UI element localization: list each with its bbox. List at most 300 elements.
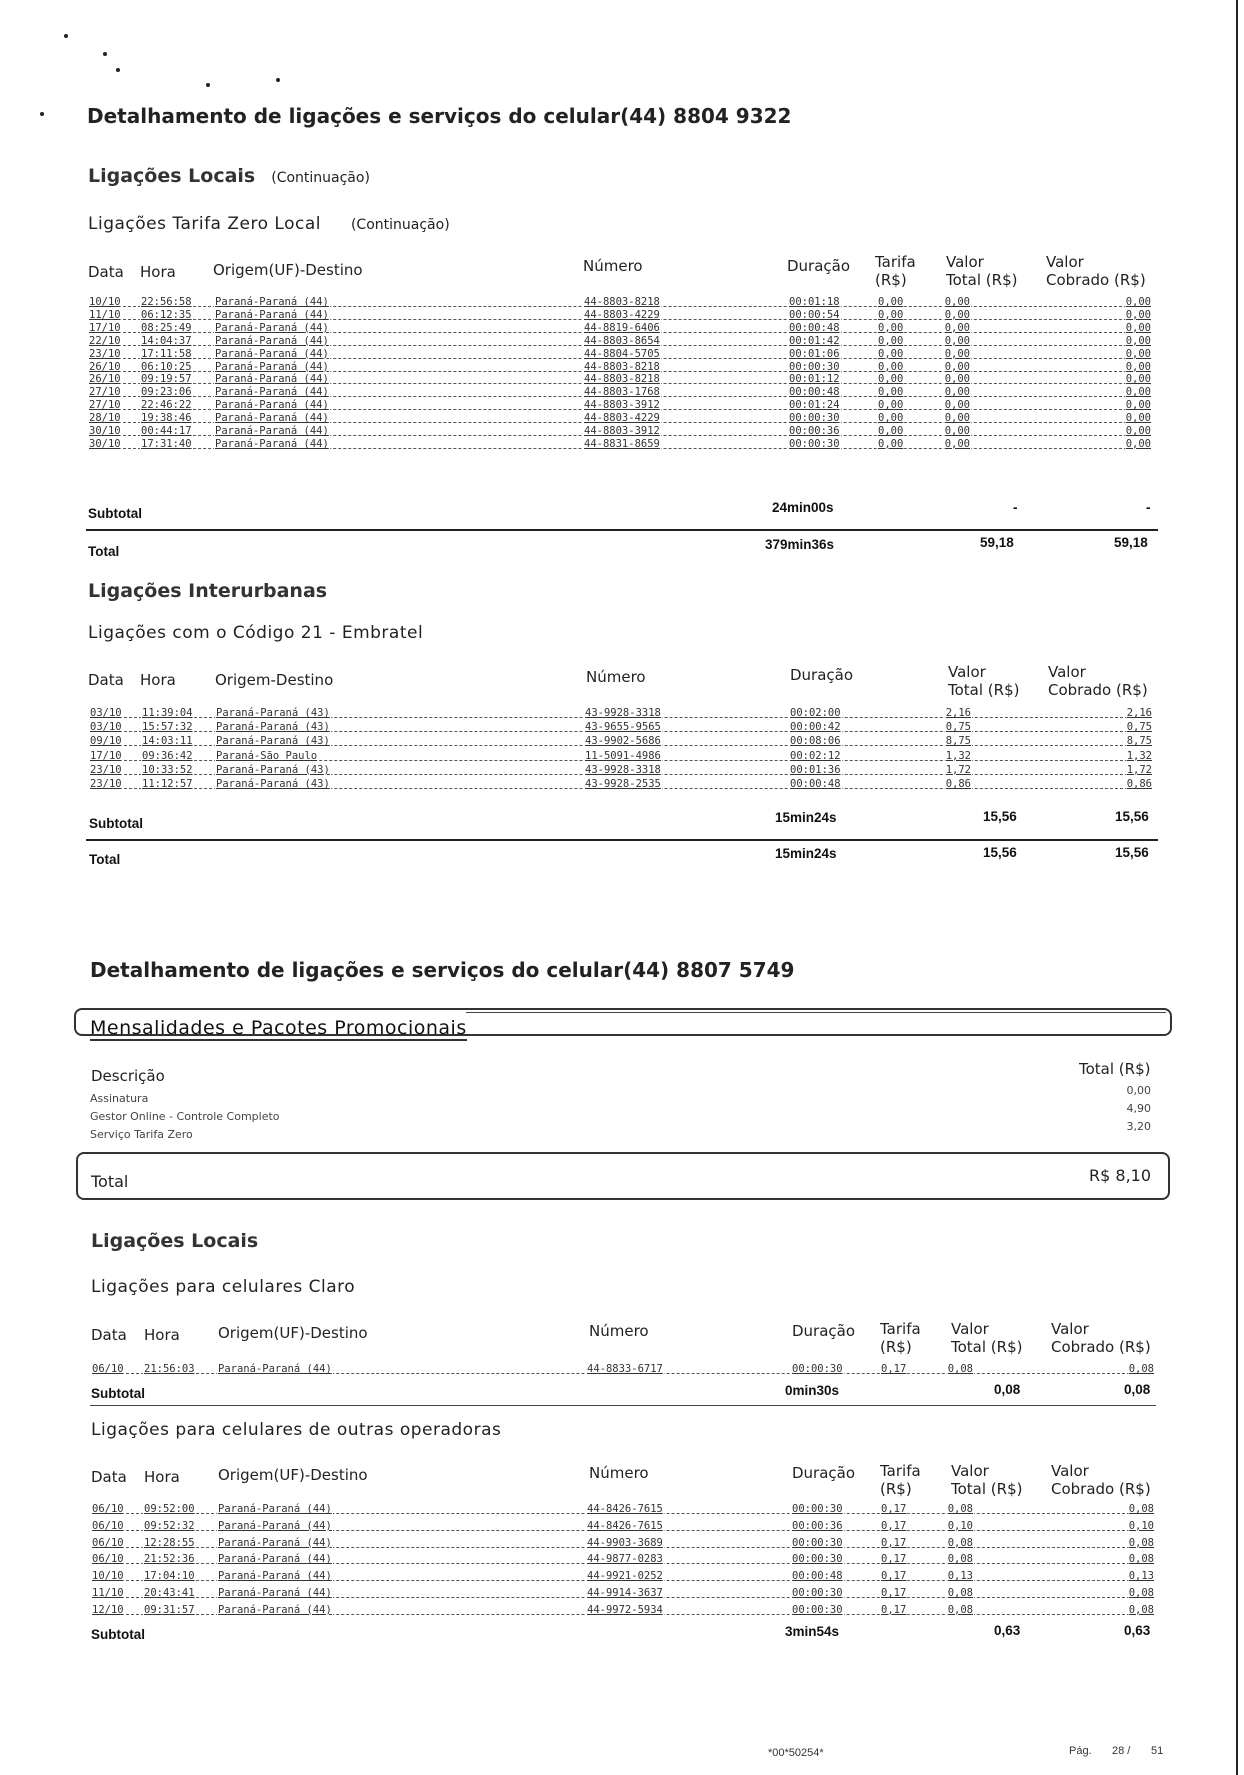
cell-hora: 14:04:37 <box>141 334 192 347</box>
mensalidade-item-label: Assinatura <box>90 1092 149 1105</box>
cell-tarifa: 0,00 <box>878 321 904 334</box>
cell-data: 09/10 <box>90 735 122 748</box>
col-valor-cobrado: Valor Cobrado (R$) <box>1048 663 1148 699</box>
total-rule <box>86 529 1158 531</box>
total-valor: 59,18 <box>980 535 1014 550</box>
cell-numero: 44-8833-6717 <box>587 1363 663 1375</box>
cell-data: 23/10 <box>90 763 122 776</box>
cell-total: 0,00 <box>944 425 970 437</box>
cell-duracao: 00:00:30 <box>789 412 840 425</box>
cell-duracao: 00:00:42 <box>790 721 841 734</box>
cell-cobrado: 0,00 <box>1125 308 1151 321</box>
cell-origem: Paraná-Paraná (44) <box>218 1503 332 1515</box>
cell-numero: 44-9903-3689 <box>587 1536 663 1549</box>
total-cobrado: 59,18 <box>1114 535 1148 550</box>
cell-cobrado: 0,08 <box>1128 1603 1154 1616</box>
table-row <box>91 1586 1155 1602</box>
cell-origem: Paraná-Paraná (44) <box>218 1536 332 1549</box>
cell-numero: 44-8426-7615 <box>587 1519 663 1532</box>
cell-tarifa: 0,00 <box>878 412 904 425</box>
cell-total: 1,32 <box>945 749 971 762</box>
cell-numero: 44-8831-8659 <box>584 437 660 450</box>
cell-hora: 14:03:11 <box>142 735 193 748</box>
cell-duracao: 00:00:48 <box>790 778 841 790</box>
col-data: Data <box>88 671 124 689</box>
table-row <box>91 1362 1155 1378</box>
cell-origem: Paraná-Paraná (44) <box>215 399 329 412</box>
scan-speck <box>64 34 68 38</box>
cell-duracao: 00:00:30 <box>789 437 840 450</box>
cell-hora: 17:04:10 <box>144 1570 195 1583</box>
cell-cobrado: 0,08 <box>1128 1503 1154 1515</box>
cell-total: 0,10 <box>947 1519 973 1532</box>
cell-duracao: 00:02:12 <box>790 749 841 762</box>
subtotal-label: Subtotal <box>91 1386 145 1401</box>
table-row <box>91 1519 1155 1535</box>
inter-subsection-title: Ligações com o Código 21 - Embratel <box>88 623 424 643</box>
cell-tarifa: 0,00 <box>878 437 904 450</box>
page-total: 51 <box>1151 1745 1164 1757</box>
cell-cobrado: 0,08 <box>1128 1553 1154 1566</box>
section-label: Ligações Locais <box>88 165 256 187</box>
cell-duracao: 00:00:30 <box>792 1363 843 1375</box>
cell-data: 30/10 <box>89 425 121 437</box>
cell-duracao: 00:01:18 <box>789 296 840 308</box>
cell-total: 0,13 <box>947 1570 973 1583</box>
col-tarifa: Tarifa (R$) <box>880 1320 921 1356</box>
cell-data: 06/10 <box>92 1363 124 1375</box>
cell-duracao: 00:00:48 <box>789 386 840 399</box>
cell-numero: 44-9972-5934 <box>587 1603 663 1616</box>
cell-total: 0,86 <box>945 778 971 790</box>
col-numero: Número <box>586 668 646 686</box>
page-label: Pág. <box>1069 1745 1092 1757</box>
cell-numero: 44-8803-8218 <box>584 373 660 386</box>
cell-cobrado: 0,00 <box>1125 373 1151 386</box>
cell-tarifa: 0,00 <box>878 373 904 386</box>
cell-data: 26/10 <box>89 373 121 386</box>
col-data: Data <box>91 1326 127 1344</box>
col-hora: Hora <box>144 1468 180 1486</box>
cell-numero: 44-9921-0252 <box>587 1570 663 1583</box>
cell-origem: Paraná-Paraná (44) <box>215 437 329 450</box>
cell-cobrado: 0,10 <box>1128 1519 1154 1532</box>
cell-cobrado: 0,00 <box>1125 347 1151 360</box>
cell-hora: 08:25:49 <box>141 321 192 334</box>
phone1-section-title <box>88 165 370 187</box>
cell-duracao: 00:01:24 <box>789 399 840 412</box>
cell-cobrado: 0,08 <box>1128 1536 1154 1549</box>
table-row <box>91 1552 1155 1568</box>
cell-cobrado: 1,32 <box>1126 749 1152 762</box>
col-origem: Origem(UF)-Destino <box>218 1466 368 1484</box>
cell-duracao: 00:00:48 <box>789 321 840 334</box>
cell-data: 28/10 <box>89 412 121 425</box>
scan-speck <box>206 83 210 87</box>
scan-edge <box>1236 0 1238 1775</box>
cell-hora: 06:12:35 <box>141 308 192 321</box>
cell-origem: Paraná-Paraná (44) <box>218 1363 332 1375</box>
cell-numero: 44-9877-0283 <box>587 1553 663 1566</box>
mensalidades-total-value: R$ 8,10 <box>1089 1166 1152 1185</box>
total-valor: 15,56 <box>983 845 1017 860</box>
phone1-subsection-title <box>88 214 450 234</box>
total-cobrado: 15,56 <box>1115 845 1149 860</box>
cell-cobrado: 8,75 <box>1126 735 1152 748</box>
cell-total: 0,08 <box>947 1363 973 1375</box>
cell-tarifa: 0,17 <box>881 1503 907 1515</box>
col-numero: Número <box>589 1322 649 1340</box>
cell-cobrado: 0,00 <box>1125 334 1151 347</box>
cell-duracao: 00:00:30 <box>792 1553 843 1566</box>
subsection-label: Ligações Tarifa Zero Local <box>88 214 321 234</box>
cell-duracao: 00:01:42 <box>789 334 840 347</box>
cell-total: 0,00 <box>944 334 970 347</box>
col-hora: Hora <box>140 263 176 281</box>
cell-tarifa: 0,00 <box>878 360 904 373</box>
cell-hora: 09:19:57 <box>141 373 192 386</box>
cell-data: 11/10 <box>89 308 121 321</box>
col-valor-total: Valor Total (R$) <box>948 663 1020 699</box>
cell-numero: 11-5091-4986 <box>585 749 661 762</box>
cell-total: 0,00 <box>944 321 970 334</box>
mensalidades-rule <box>466 1012 1166 1013</box>
cell-data: 06/10 <box>92 1519 124 1532</box>
cell-total: 8,75 <box>945 735 971 748</box>
col-numero: Número <box>583 257 643 275</box>
cell-hora: 22:46:22 <box>141 399 192 412</box>
continuation-label: (Continuação) <box>350 217 450 233</box>
cell-data: 11/10 <box>92 1587 124 1599</box>
cell-numero: 43-9655-9565 <box>585 721 661 734</box>
cell-tarifa: 0,17 <box>881 1570 907 1583</box>
total-rule <box>86 839 1158 841</box>
cell-total: 0,08 <box>947 1603 973 1616</box>
cell-origem: Paraná-Paraná (44) <box>215 308 329 321</box>
col-valor-total: Valor Total (R$) <box>951 1462 1023 1498</box>
cell-origem: Paraná-Paraná (44) <box>215 296 329 308</box>
total-label: Total <box>89 852 121 867</box>
mensalidade-item-label: Gestor Online - Controle Completo <box>90 1110 280 1123</box>
col-tarifa: Tarifa (R$) <box>880 1462 921 1498</box>
cell-numero: 44-8803-8654 <box>584 334 660 347</box>
claro-subsection-title: Ligações para celulares Claro <box>91 1277 356 1297</box>
cell-origem: Paraná-Paraná (44) <box>218 1603 332 1616</box>
cell-origem: Paraná-Paraná (44) <box>218 1519 332 1532</box>
cell-data: 03/10 <box>90 707 122 719</box>
descricao-header: Descrição <box>91 1067 165 1085</box>
cell-duracao: 00:00:30 <box>792 1587 843 1599</box>
scan-speck <box>40 112 44 116</box>
cell-numero: 43-9928-3318 <box>585 763 661 776</box>
col-valor-cobrado: Valor Cobrado (R$) <box>1051 1462 1151 1498</box>
cell-data: 17/10 <box>90 749 122 762</box>
cell-cobrado: 0,00 <box>1125 412 1151 425</box>
scan-speck <box>103 52 107 56</box>
scan-speck <box>276 78 280 82</box>
table-row <box>91 1536 1155 1552</box>
cell-hora: 12:28:55 <box>144 1536 195 1549</box>
cell-total: 0,08 <box>947 1503 973 1515</box>
cell-duracao: 00:08:06 <box>790 735 841 748</box>
cell-hora: 06:10:25 <box>141 360 192 373</box>
table-row <box>91 1603 1155 1619</box>
cell-data: 06/10 <box>92 1536 124 1549</box>
cell-origem: Paraná-Paraná (44) <box>215 334 329 347</box>
cell-data: 12/10 <box>92 1603 124 1616</box>
total-duracao: 379min36s <box>765 537 835 552</box>
cell-tarifa: 0,17 <box>881 1553 907 1566</box>
cell-duracao: 00:01:06 <box>789 347 840 360</box>
subtotal-cobrado: 0,63 <box>1124 1623 1151 1638</box>
cell-origem: Paraná-Paraná (44) <box>215 373 329 386</box>
cell-data: 03/10 <box>90 721 122 734</box>
cell-numero: 44-8803-4229 <box>584 308 660 321</box>
col-duracao: Duração <box>787 257 851 275</box>
mensalidade-item-value: 4,90 <box>1126 1102 1151 1115</box>
cell-cobrado: 0,13 <box>1128 1570 1154 1583</box>
subtotal-label: Subtotal <box>88 506 142 521</box>
cell-data: 27/10 <box>89 386 121 399</box>
cell-data: 10/10 <box>92 1570 124 1583</box>
cell-data: 10/10 <box>89 296 121 308</box>
cell-hora: 19:38:46 <box>141 412 192 425</box>
col-data: Data <box>88 263 124 281</box>
subtotal-total: 0,08 <box>994 1382 1021 1397</box>
cell-tarifa: 0,00 <box>878 425 904 437</box>
cell-origem: Paraná-Paraná (43) <box>216 735 330 748</box>
mensalidade-item-value: 0,00 <box>1126 1084 1151 1097</box>
cell-numero: 44-8426-7615 <box>587 1503 663 1515</box>
cell-hora: 11:12:57 <box>142 778 193 790</box>
cell-hora: 09:36:42 <box>142 749 193 762</box>
cell-tarifa: 0,00 <box>878 347 904 360</box>
col-duracao: Duração <box>790 666 854 684</box>
cell-total: 0,00 <box>944 360 970 373</box>
cell-cobrado: 0,00 <box>1125 360 1151 373</box>
col-numero: Número <box>589 1464 649 1482</box>
cell-hora: 09:52:00 <box>144 1503 195 1515</box>
cell-numero: 44-8803-8218 <box>584 360 660 373</box>
cell-total: 0,75 <box>945 721 971 734</box>
cell-data: 23/10 <box>89 347 121 360</box>
page-number: 28 / <box>1112 1745 1131 1757</box>
cell-numero: 43-9902-5686 <box>585 735 661 748</box>
cell-origem: Paraná-Paraná (43) <box>216 707 330 719</box>
subtotal-duracao: 24min00s <box>772 500 834 515</box>
cell-data: 06/10 <box>92 1503 124 1515</box>
cell-duracao: 00:00:36 <box>789 425 840 437</box>
cell-duracao: 00:00:48 <box>792 1570 843 1583</box>
col-duracao: Duração <box>792 1322 856 1340</box>
scan-speck <box>116 68 120 72</box>
cell-hora: 11:39:04 <box>142 707 193 719</box>
cell-hora: 17:31:40 <box>141 437 192 450</box>
cell-cobrado: 0,00 <box>1125 296 1151 308</box>
cell-data: 26/10 <box>89 360 121 373</box>
cell-numero: 43-9928-2535 <box>585 778 661 790</box>
cell-hora: 10:33:52 <box>142 763 193 776</box>
cell-data: 30/10 <box>89 437 121 450</box>
subtotal-cobrado: - <box>1146 500 1151 515</box>
cell-origem: Paraná-Paraná (43) <box>216 721 330 734</box>
mensalidade-item-value: 3,20 <box>1126 1120 1151 1133</box>
cell-duracao: 00:00:30 <box>792 1603 843 1616</box>
cell-numero: 44-8819-6406 <box>584 321 660 334</box>
table-row <box>88 437 1152 453</box>
cell-hora: 21:56:03 <box>144 1363 195 1375</box>
cell-tarifa: 0,00 <box>878 399 904 412</box>
cell-numero: 43-9928-3318 <box>585 707 661 719</box>
subtotal-total: 15,56 <box>983 809 1017 824</box>
cell-numero: 44-8803-8218 <box>584 296 660 308</box>
cell-duracao: 00:00:36 <box>792 1519 843 1532</box>
subtotal-cobrado: 0,08 <box>1124 1382 1151 1397</box>
col-valor-cobrado: Valor Cobrado (R$) <box>1051 1320 1151 1356</box>
cell-data: 27/10 <box>89 399 121 412</box>
phone2-title: Detalhamento de ligações e serviços do celular(44) 8807 5749 <box>90 958 795 982</box>
col-hora: Hora <box>144 1326 180 1344</box>
col-data: Data <box>91 1468 127 1486</box>
cell-total: 0,08 <box>947 1587 973 1599</box>
cell-duracao: 00:01:36 <box>790 763 841 776</box>
cell-total: 0,08 <box>947 1536 973 1549</box>
cell-origem: Paraná-Paraná (44) <box>215 321 329 334</box>
cell-hora: 15:57:32 <box>142 721 193 734</box>
subtotal-cobrado: 15,56 <box>1115 809 1149 824</box>
mensalidade-item-label: Serviço Tarifa Zero <box>90 1128 193 1141</box>
cell-cobrado: 0,00 <box>1125 399 1151 412</box>
table-row <box>91 1502 1155 1518</box>
cell-numero: 44-8804-5705 <box>584 347 660 360</box>
cell-tarifa: 0,17 <box>881 1536 907 1549</box>
cell-duracao: 00:00:30 <box>792 1503 843 1515</box>
cell-numero: 44-9914-3637 <box>587 1587 663 1599</box>
cell-data: 06/10 <box>92 1553 124 1566</box>
barcode-text: *00*50254* <box>768 1747 824 1759</box>
col-origem: Origem(UF)-Destino <box>213 261 363 279</box>
cell-duracao: 00:00:30 <box>789 360 840 373</box>
cell-cobrado: 2,16 <box>1126 707 1152 719</box>
phone2-section-title: Ligações Locais <box>91 1230 259 1252</box>
cell-origem: Paraná-Paraná (44) <box>215 360 329 373</box>
cell-total: 1,72 <box>945 763 971 776</box>
col-valor-total: Valor Total (R$) <box>951 1320 1023 1356</box>
outras-subsection-title: Ligações para celulares de outras operadoras <box>91 1420 502 1440</box>
cell-cobrado: 0,00 <box>1125 437 1151 450</box>
cell-cobrado: 0,00 <box>1125 321 1151 334</box>
cell-total: 0,00 <box>944 437 970 450</box>
cell-origem: Paraná-São Paulo <box>216 749 318 762</box>
cell-tarifa: 0,17 <box>881 1603 907 1616</box>
cell-cobrado: 0,86 <box>1126 778 1152 790</box>
subtotal-rule <box>90 1405 1156 1406</box>
cell-hora: 00:44:17 <box>141 425 192 437</box>
cell-hora: 09:52:32 <box>144 1519 195 1532</box>
cell-origem: Paraná-Paraná (44) <box>215 386 329 399</box>
cell-tarifa: 0,00 <box>878 308 904 321</box>
total-duracao: 15min24s <box>775 846 837 861</box>
cell-cobrado: 0,08 <box>1128 1363 1154 1375</box>
cell-numero: 44-8803-4229 <box>584 412 660 425</box>
cell-origem: Paraná-Paraná (44) <box>218 1587 332 1599</box>
total-label: Total <box>88 544 120 559</box>
cell-origem: Paraná-Paraná (44) <box>215 425 329 437</box>
cell-duracao: 00:02:00 <box>790 707 841 719</box>
cell-tarifa: 0,00 <box>878 296 904 308</box>
subtotal-total: - <box>1013 500 1018 515</box>
phone1-title: Detalhamento de ligações e serviços do celular(44) 8804 9322 <box>87 104 792 128</box>
col-valor-total: Valor Total (R$) <box>946 253 1018 289</box>
cell-total: 0,00 <box>944 373 970 386</box>
cell-duracao: 00:00:30 <box>792 1536 843 1549</box>
col-hora: Hora <box>140 671 176 689</box>
col-duracao: Duração <box>792 1464 856 1482</box>
cell-hora: 22:56:58 <box>141 296 192 308</box>
cell-total: 0,08 <box>947 1553 973 1566</box>
col-origem: Origem-Destino <box>215 671 334 689</box>
cell-data: 23/10 <box>90 778 122 790</box>
cell-tarifa: 0,17 <box>881 1519 907 1532</box>
cell-origem: Paraná-Paraná (44) <box>215 347 329 360</box>
cell-origem: Paraná-Paraná (43) <box>216 778 330 790</box>
cell-tarifa: 0,17 <box>881 1363 907 1375</box>
cell-hora: 17:11:58 <box>141 347 192 360</box>
cell-tarifa: 0,00 <box>878 334 904 347</box>
cell-total: 0,00 <box>944 296 970 308</box>
cell-hora: 09:31:57 <box>144 1603 195 1616</box>
inter-section-title: Ligações Interurbanas <box>88 580 328 602</box>
subtotal-total: 0,63 <box>994 1623 1021 1638</box>
cell-cobrado: 0,00 <box>1125 425 1151 437</box>
total-header: Total (R$) <box>1079 1060 1151 1078</box>
cell-tarifa: 0,17 <box>881 1587 907 1599</box>
continuation-label: (Continuação) <box>271 170 370 186</box>
mensalidades-total-label: Total <box>91 1172 129 1191</box>
subtotal-duracao: 15min24s <box>775 810 837 825</box>
cell-data: 22/10 <box>89 334 121 347</box>
cell-numero: 44-8803-3912 <box>584 425 660 437</box>
col-valor-cobrado: Valor Cobrado (R$) <box>1046 253 1146 289</box>
cell-origem: Paraná-Paraná (43) <box>216 763 330 776</box>
cell-cobrado: 0,00 <box>1125 386 1151 399</box>
cell-hora: 21:52:36 <box>144 1553 195 1566</box>
cell-total: 0,00 <box>944 412 970 425</box>
cell-hora: 20:43:41 <box>144 1587 195 1599</box>
cell-data: 17/10 <box>89 321 121 334</box>
mensalidades-total-box <box>76 1152 1170 1200</box>
cell-total: 0,00 <box>944 399 970 412</box>
cell-cobrado: 0,75 <box>1126 721 1152 734</box>
cell-duracao: 00:00:54 <box>789 308 840 321</box>
subtotal-label: Subtotal <box>91 1627 145 1642</box>
subtotal-duracao: 0min30s <box>785 1383 840 1398</box>
col-origem: Origem(UF)-Destino <box>218 1324 368 1342</box>
cell-numero: 44-8803-3912 <box>584 399 660 412</box>
cell-total: 2,16 <box>945 707 971 719</box>
cell-total: 0,00 <box>944 347 970 360</box>
cell-total: 0,00 <box>944 386 970 399</box>
cell-cobrado: 1,72 <box>1126 763 1152 776</box>
cell-total: 0,00 <box>944 308 970 321</box>
cell-duracao: 00:01:12 <box>789 373 840 386</box>
subtotal-label: Subtotal <box>89 816 143 831</box>
cell-tarifa: 0,00 <box>878 386 904 399</box>
cell-hora: 09:23:06 <box>141 386 192 399</box>
subtotal-duracao: 3min54s <box>785 1624 840 1639</box>
cell-cobrado: 0,08 <box>1128 1587 1154 1599</box>
cell-origem: Paraná-Paraná (44) <box>218 1553 332 1566</box>
